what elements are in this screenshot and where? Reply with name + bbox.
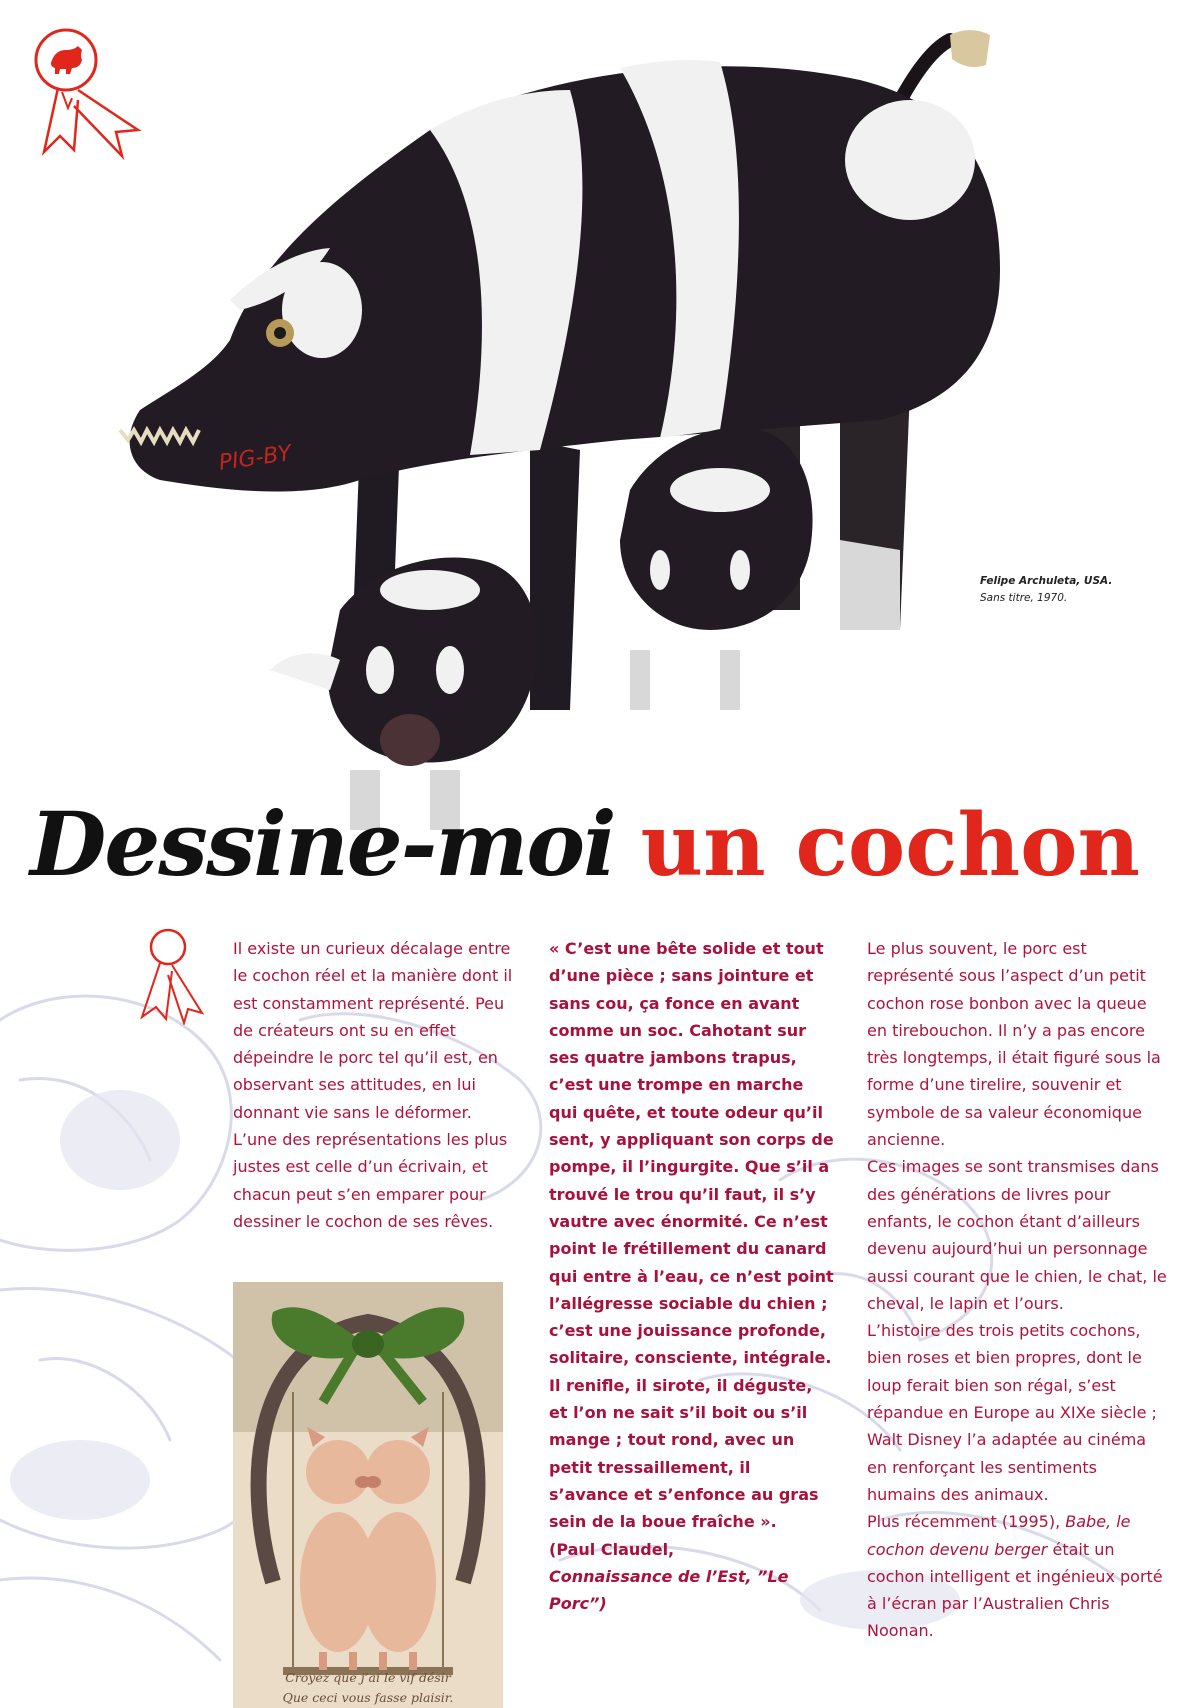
pig-sculpture-illustration [100,10,1100,840]
paragraph-4-start: Plus récemment (1995), [867,1512,1061,1532]
postcard-verse [233,1668,503,1708]
paragraph-1: Le plus souvent, le porc est représenté sous l’aspect d’un petit cochon rose bonbon avec la queue en tirebouchon. Il n’y a pas encore très longtemps, il était figuré sous la forme d’une tirelire, souvenir et symbole de sa valeur économique ancienne. [867,939,1161,1150]
intro-column [233,935,513,1235]
title-part-black: Dessine-moi [30,792,615,896]
intro-text: Il existe un curieux décalage entre le cochon réel et la manière dont il est constamment représenté. Peu de créateurs ont su en effet dépeindre le porc tel qu’il est, en observant ses attitudes, en lui donnant vie sans le déformer. L’une des représentations les plus justes est celle d’un écrivain, et chacun peut s’en emparer pour dessiner le cochon de ses rêves. [233,939,513,1231]
claudel-quote-column [549,935,835,1617]
caption-artist: Felipe Archuleta, USA. [980,575,1113,587]
film-title: Babe, le cochon devenu berger [867,1512,1131,1559]
vintage-pig-postcard [233,1282,503,1708]
title-part-red: un cochon [640,795,1141,896]
quote-source-title: Connaissance de l’Est, ”Le Porc”) [549,1566,789,1614]
paragraph-3: L’histoire des trois petits cochons, bien roses et bien propres, dont le loup ferait bien son régal, s’est répandue en Europe au XIXe siècle ; Walt Disney l’a adaptée au cinéma en renforçant les sentiments humains des animaux. [867,1321,1157,1504]
claudel-quote: « C’est une bête solide et tout d’une pièce ; sans jointure et sans cou, ça fonce en avant comme un soc. Cahotant sur ses quatre jambons trapus, c’est une trompe en marche qui quête, et toute odeur qu’il sent, y appliquant son corps de pompe, il l’ingurgite. Que s’il a trouvé le trou qu’il faut, il s’y vautre avec énormité. Ce n’est point le frétillement du canard qui entre à l’eau, ce n’est point l’allégresse sociable du chien ; c’est une jouissance profonde, solitaire, consciente, intégrale. Il renifle, il sirote, il déguste, et l’on ne sait s’il boit ou s’il mange ; tout rond, avec un petit tressaillement, il s’avance et s’enfonce au gras sein de la boue fraîche ». [549,939,834,1532]
quote-source-author: (Paul Claudel, [549,1539,675,1559]
sculpture-inscription: PIG-BY [217,441,294,476]
page-title [30,792,1141,896]
paragraph-2: Ces images se sont transmises dans des générations de livres pour enfants, le cochon étant d’ailleurs devenu aujourd’hui un personnage aussi courant que le chien, le chat, le cheval, le lapin et l’ours. [867,1157,1167,1313]
paragraph-4 [867,1508,1167,1644]
verse-line-2: Que ceci vous fasse plaisir. [282,1690,454,1705]
sculpture-caption [980,573,1170,607]
rosette-icon [132,925,212,1025]
caption-work: Sans titre, 1970. [980,592,1068,604]
verse-line-1: Croyez que j’ai le vif désir [285,1670,451,1685]
paragraph-4-end: était un cochon intelligent et ingénieux porté à l’écran par l’Australien Chris Noonan. [867,1539,1163,1641]
representations-column [867,935,1167,1645]
